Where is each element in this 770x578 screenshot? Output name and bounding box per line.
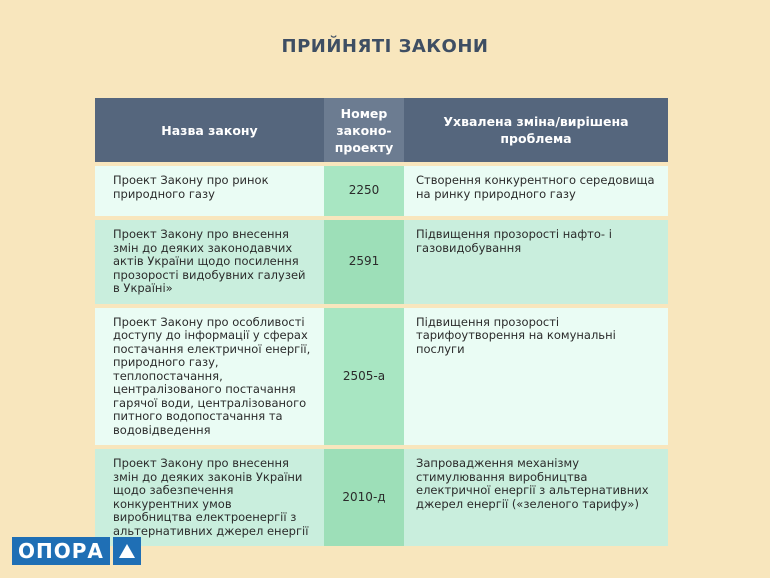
page-title: ПРИЙНЯТІ ЗАКОНИ	[281, 36, 489, 57]
table-row	[95, 449, 668, 546]
law-name-cell: Проект Закону про внесення змін до деяких законів України щодо забезпечення конкурентних умов виробництва електроенергії з альтернативних джерел енергії	[95, 449, 324, 546]
table-row	[95, 166, 668, 216]
header-bill-number: Номер законо-проекту	[324, 98, 404, 162]
bill-number-cell: 2250	[324, 166, 404, 216]
law-name-cell: Проект Закону про особливості доступу до інформації у сферах постачання електричної енергії, природного газу, теплопостачання, централізованого постачання гарячої води, централізованого питного водопостачання та водовідведення	[95, 308, 324, 446]
logo-text: ОПОРА	[12, 537, 110, 565]
result-cell: Підвищення прозорості нафто- і газовидобування	[404, 220, 668, 304]
bill-number-cell: 2505-а	[324, 308, 404, 446]
table-row	[95, 220, 668, 304]
result-cell: Підвищення прозорості тарифоутворення на комунальні послуги	[404, 308, 668, 446]
bill-number-cell: 2591	[324, 220, 404, 304]
result-cell: Запровадження механізму стимулювання виробництва електричної енергії з альтернативних джерел енергії («зеленого тарифу»)	[404, 449, 668, 546]
table-row	[95, 308, 668, 446]
bill-number-cell: 2010-д	[324, 449, 404, 546]
table-header-row	[95, 98, 668, 162]
law-name-cell: Проект Закону про внесення змін до деяких законодавчих актів України щодо посилення прозорості видобувних галузей в Україні»	[95, 220, 324, 304]
triangle-icon	[113, 537, 141, 565]
opora-logo	[12, 537, 141, 565]
header-result: Ухвалена зміна/вирішена проблема	[404, 98, 668, 162]
laws-table	[95, 94, 668, 550]
law-name-cell: Проект Закону про ринок природного газу	[95, 166, 324, 216]
header-law-name: Назва закону	[95, 98, 324, 162]
result-cell: Створення конкурентного середовища на ринку природного газу	[404, 166, 668, 216]
